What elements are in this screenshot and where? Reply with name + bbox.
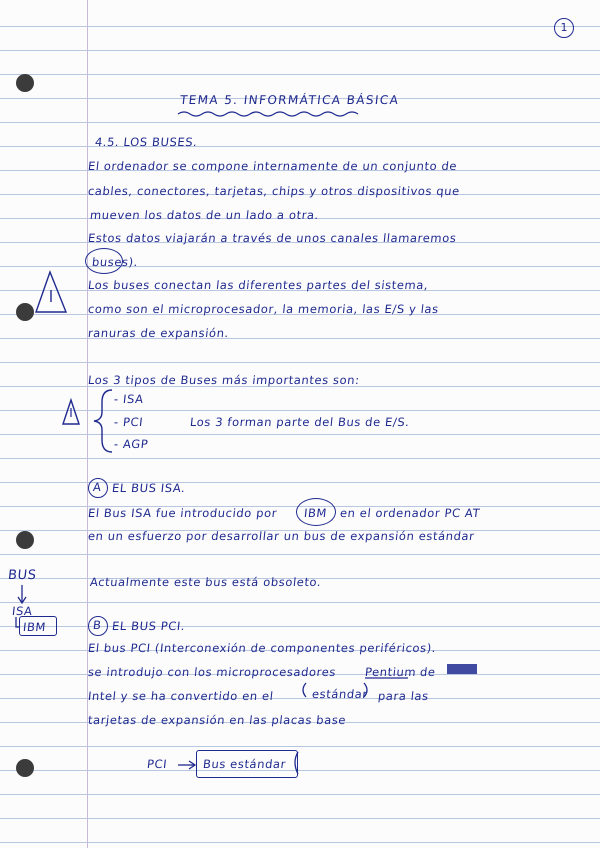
text-line: El Bus ISA fue introducido por bbox=[87, 506, 278, 520]
text-line: se introdujo con los microprocesadores bbox=[87, 665, 337, 679]
section-marker: B bbox=[92, 618, 103, 632]
text-line: ranuras de expansión. bbox=[87, 326, 230, 340]
pci-heading: EL BUS PCI. bbox=[111, 619, 186, 633]
section-heading: 4.5. LOS BUSES. bbox=[94, 135, 199, 149]
text-line: Intel y se ha convertido en el bbox=[87, 689, 275, 703]
text-line: Los 3 forman parte del Bus de E/S. bbox=[189, 415, 411, 429]
text-line: mueven los datos de un lado a otra. bbox=[89, 208, 320, 222]
underlined-word: Pentium bbox=[364, 665, 418, 679]
page-number: 1 bbox=[554, 18, 574, 38]
text-line: Actualmente este bus está obsoleto. bbox=[89, 575, 323, 589]
text-line: de bbox=[419, 665, 437, 679]
text-line: Los 3 tipos de Buses más importantes son: bbox=[87, 373, 361, 387]
text-line: tarjetas de expansión en las placas base bbox=[87, 713, 347, 727]
curly-brace bbox=[94, 390, 112, 452]
text-line: en un esfuerzo por desarrollar un bus de expansión estándar bbox=[87, 529, 476, 543]
text-line: El ordenador se compone internamente de un conjunto de bbox=[87, 159, 458, 173]
diagram-label: PCI bbox=[146, 757, 168, 771]
highlighted-word: estándar bbox=[311, 687, 369, 701]
page-title: TEMA 5. INFORMÁTICA BÁSICA bbox=[179, 93, 400, 107]
section-marker: A bbox=[92, 480, 103, 494]
circled-word-buses: buses). bbox=[91, 255, 139, 269]
list-item: - PCI bbox=[113, 415, 144, 429]
circle-annotation bbox=[85, 248, 123, 274]
isa-heading: EL BUS ISA. bbox=[111, 481, 187, 495]
margin-note-box bbox=[19, 616, 57, 636]
title-underline bbox=[178, 112, 358, 116]
list-item: - AGP bbox=[113, 437, 150, 451]
text-line: Estos datos viajarán a través de unos canales llamaremos bbox=[87, 231, 458, 245]
text-line: en el ordenador PC AT bbox=[339, 506, 481, 520]
text-line: cables, conectores, tarjetas, chips y otros dispositivos que bbox=[87, 184, 461, 198]
list-item: - ISA bbox=[113, 392, 145, 406]
margin-note: BUS bbox=[7, 568, 38, 583]
text-line: El bus PCI (Interconexión de componentes periféricos). bbox=[87, 641, 437, 655]
text-line: para las bbox=[377, 689, 430, 703]
crossed-out-word bbox=[447, 664, 477, 674]
circle-annotation bbox=[296, 498, 336, 526]
text-line: como son el microprocesador, la memoria, las E/S y las bbox=[87, 302, 440, 316]
diagram-box-label: Bus estándar bbox=[202, 757, 287, 771]
margin-note: ISA bbox=[11, 604, 34, 618]
circled-word-ibm: IBM bbox=[303, 506, 328, 520]
margin-note: IBM bbox=[22, 620, 47, 634]
text-line: Los buses conectan las diferentes partes del sistema, bbox=[87, 278, 430, 292]
